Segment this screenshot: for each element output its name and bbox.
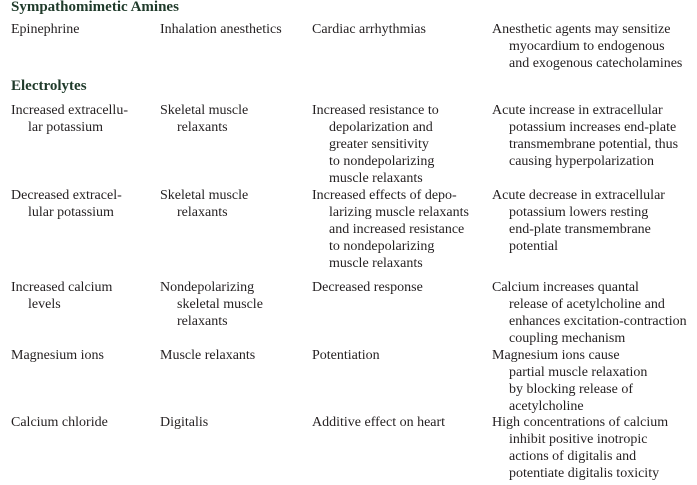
interacting-agent-cell: Nondepolarizing skeletal muscle relaxants: [160, 280, 263, 329]
section-heading-electrolytes: Electrolytes: [11, 78, 87, 94]
effect-cell: Cardiac arrhythmias: [312, 22, 426, 37]
interacting-agent-cell: Skeletal muscle relaxants: [160, 103, 249, 135]
mechanism-cell: Magnesium ions cause partial muscle relaxation by blocking release of acetylcholine: [492, 348, 648, 414]
mechanism-cell: Acute increase in extracellular potassium increases end-plate transmembrane potential, thus causing hyperpolarization: [492, 103, 679, 169]
mechanism-cell: Calcium increases quantal release of acetylcholine and enhances excitation-contraction coupling mechanism: [492, 280, 687, 346]
drug-cell: Epinephrine: [11, 22, 80, 37]
effect-cell: Potentiation: [312, 348, 380, 363]
drug-cell: Increased calcium levels: [11, 280, 113, 312]
drug-cell: Decreased extracel- lular potassium: [11, 188, 122, 220]
mechanism-cell: Acute decrease in extracellular potassium lowers resting end-plate transmembrane potential: [492, 188, 665, 254]
interacting-agent-cell: Muscle relaxants: [160, 348, 256, 363]
mechanism-cell: High concentrations of calcium inhibit positive inotropic actions of digitalis and potentiate digitalis toxicity: [492, 415, 669, 481]
drug-cell: Increased extracellu- lar potassium: [11, 103, 128, 135]
effect-cell: Increased resistance to depolarization and greater sensitivity to nondepolarizing muscle relaxants: [312, 103, 439, 186]
interacting-agent-cell: Digitalis: [160, 415, 209, 430]
mechanism-cell: Anesthetic agents may sensitize myocardium to endogenous and exogenous catecholamines: [492, 22, 683, 71]
interacting-agent-cell: Inhalation anesthetics: [160, 22, 282, 37]
effect-cell: Decreased response: [312, 280, 423, 295]
effect-cell: Additive effect on heart: [312, 415, 446, 430]
drug-cell: Magnesium ions: [11, 348, 104, 363]
effect-cell: Increased effects of depo- larizing muscle relaxants and increased resistance to nondepolarizing muscle relaxants: [312, 188, 469, 271]
interacting-agent-cell: Skeletal muscle relaxants: [160, 188, 249, 220]
section-heading-sympathomimetic-amines: Sympathomimetic Amines: [11, 0, 179, 15]
drug-cell: Calcium chloride: [11, 415, 108, 430]
